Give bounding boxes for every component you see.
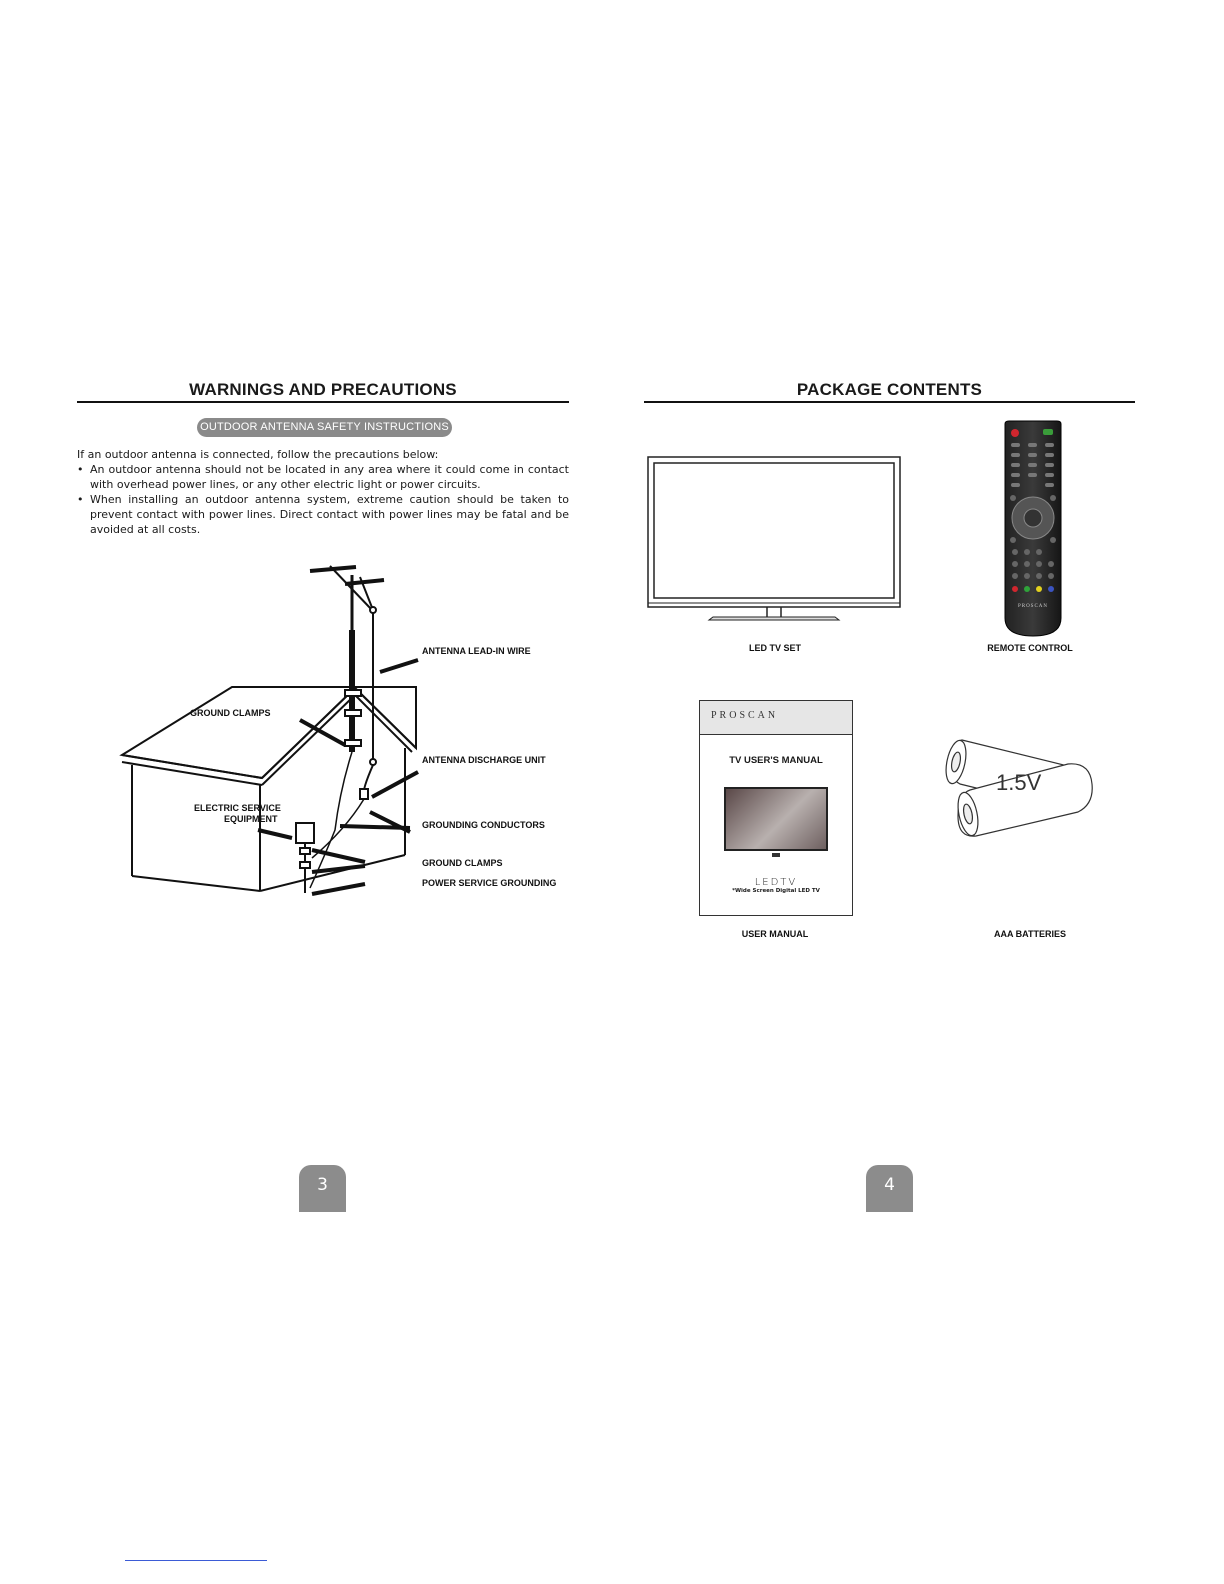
label-electric-service-line2: EQUIPMENT bbox=[224, 814, 278, 824]
underline-mark bbox=[125, 1560, 267, 1561]
intro-text: If an outdoor antenna is connected, follow the precautions below: bbox=[77, 448, 439, 461]
page-heading-warnings: WARNINGS AND PRECAUTIONS bbox=[189, 380, 457, 399]
label-power-service-grounding: POWER SERVICE GROUNDING bbox=[422, 878, 557, 888]
precaution-item: • When installing an outdoor antenna system, extreme caution should be taken to prevent contact with power lines. Direct contact with power lines may be fatal and be avoided at all costs. bbox=[77, 492, 569, 537]
section-pill: OUTDOOR ANTENNA SAFETY INSTRUCTIONS bbox=[197, 418, 452, 437]
label-electric-service-line1: ELECTRIC SERVICE bbox=[194, 803, 281, 813]
user-manual-illustration bbox=[699, 700, 853, 916]
caption-tv: LED TV SET bbox=[748, 643, 801, 653]
remote-brand: PROSCAN bbox=[1017, 604, 1049, 609]
heading-rule-right bbox=[644, 401, 1135, 403]
manual-brand: PROSCAN bbox=[711, 710, 779, 721]
page-heading-package: PACKAGE CONTENTS bbox=[796, 380, 983, 399]
manual-header bbox=[700, 701, 852, 735]
manual-subtitle: *Wide Screen Digital LED TV bbox=[732, 888, 820, 894]
label-ground-clamps-bottom: GROUND CLAMPS bbox=[422, 858, 503, 868]
tv-illustration bbox=[645, 455, 905, 625]
manual-tv-image bbox=[724, 787, 828, 851]
page-number-left: 3 bbox=[299, 1165, 346, 1212]
battery-voltage: 1.5V bbox=[996, 770, 1042, 795]
manual-tv-stand bbox=[772, 853, 780, 857]
label-antenna-discharge-unit: ANTENNA DISCHARGE UNIT bbox=[422, 755, 546, 765]
caption-batteries: AAA BATTERIES bbox=[994, 929, 1066, 939]
label-grounding-conductors: GROUNDING CONDUCTORS bbox=[422, 820, 545, 830]
label-antenna-lead-in-wire: ANTENNA LEAD-IN WIRE bbox=[422, 646, 531, 656]
precaution-item: • An outdoor antenna should not be located in any area where it could come in contact with overhead power lines, or any other electric light or power circuits. bbox=[77, 462, 569, 492]
label-ground-clamps-top: GROUND CLAMPS bbox=[190, 708, 271, 718]
batteries-illustration bbox=[940, 728, 1100, 848]
caption-manual: USER MANUAL bbox=[741, 929, 809, 939]
caption-remote: REMOTE CONTROL bbox=[987, 643, 1073, 653]
manual-title: TV USER'S MANUAL bbox=[729, 755, 823, 766]
page-number-right: 4 bbox=[866, 1165, 913, 1212]
remote-control-illustration bbox=[997, 418, 1067, 638]
manual-logo: LEDTV bbox=[754, 877, 798, 888]
